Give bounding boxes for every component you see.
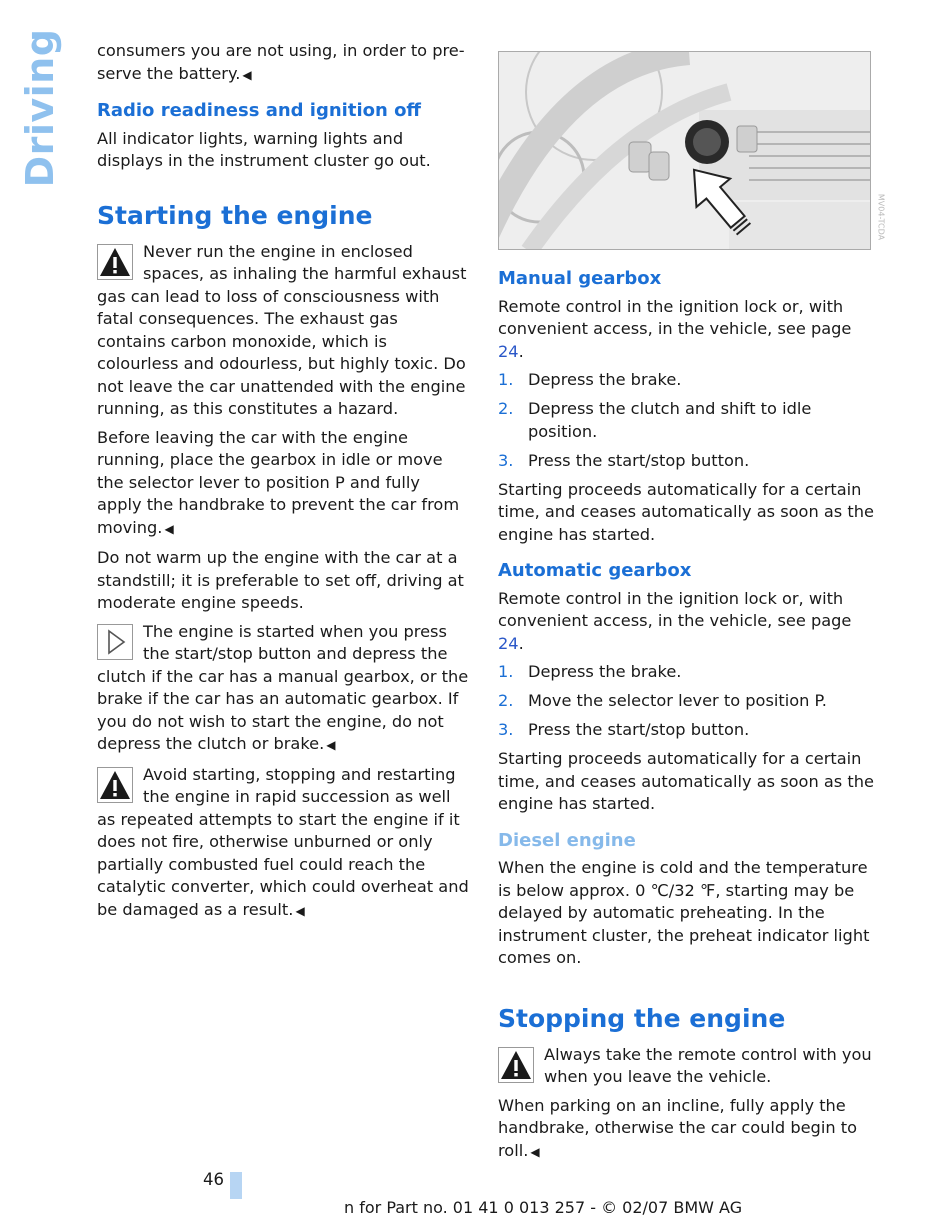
list-item (498, 719, 874, 742)
end-mark-icon: ◀ (530, 1144, 540, 1159)
warning2 (97, 764, 469, 923)
stop-warning-cont (498, 1095, 874, 1164)
manual-after: Starting proceeds automatically for a certain time, and ceases automatically as soon as the engine has started. (498, 479, 874, 544)
intro-text: consumers you are not using, in order to preserve the battery. (97, 41, 465, 83)
step-number: 2. (498, 399, 514, 418)
step-number: 1. (498, 662, 514, 681)
manual-gearbox-heading: Manual gearbox (498, 268, 662, 289)
end-mark-icon: ◀ (164, 521, 174, 536)
page-marker-bar (230, 1172, 242, 1199)
intro-paragraph (97, 40, 469, 86)
diesel-text: When the engine is cold and the temperature is below approx. 0 ℃/32 ℉, starting may be delayed by automatic preheating. In the instrument cluster, the preheat indicator light comes on. (498, 858, 870, 967)
photo-code (871, 185, 891, 249)
page-number: 46 (203, 1170, 224, 1189)
step-text: Depress the clutch and shift to idle position. (528, 399, 812, 441)
warning-notice-remote (498, 1044, 874, 1164)
left-column (97, 40, 469, 929)
step-text: Press the start/stop button. (528, 450, 750, 470)
warning-notice-exhaust (97, 241, 469, 541)
warning-triangle-icon (97, 244, 133, 280)
step-text: Move the selector lever to position P. (528, 691, 827, 710)
auto-after: Starting proceeds automatically for a certain time, and ceases automatically as soon as the engine has started. (498, 749, 874, 813)
warning1-text: Never run the engine in enclosed spaces, as inhaling the harmful exhaust gas can lead to loss of consciousness with fatal consequences. The exhaust gas contains carbon monoxide, which is colourless and odourless, but highly toxic. Do not leave the car unattended with the engine running, as this constitutes a hazard. (97, 241, 467, 418)
list-item (498, 398, 874, 443)
warning2-text: Avoid starting, stopping and restarting the engine in rapid succession as well as repeated attempts to start the engine if it does not fire, otherwise unburned or only partially combusted fuel could reach the catalytic converter, which could overheat and be damaged as a result. (97, 764, 469, 919)
list-item (498, 690, 874, 713)
warning-notice-restart (97, 764, 469, 923)
end-mark-icon: ◀ (242, 67, 252, 82)
footer-text: n for Part no. 01 41 0 013 257 - © 02/07 BMW AG (344, 1198, 743, 1217)
warning1-cont-text: Before leaving the car with the engine running, place the gearbox in idle or move the selector lever to position P and fully apply the handbrake to prevent the car from moving. (97, 427, 460, 537)
radio-heading: Radio readiness and ignition off (97, 100, 422, 121)
step-number: 2. (498, 691, 514, 710)
page-link[interactable]: 24 (498, 341, 519, 361)
warm-up-text: Do not warm up the engine with the car at a standstill; it is preferable to set off, driving at moderate engine speeds. (97, 548, 464, 612)
end-mark-icon: ◀ (295, 903, 305, 918)
warning-triangle-icon (498, 1047, 534, 1083)
manual-intro-text: Remote control in the ignition lock or, with convenient access, in the vehicle, see page (498, 296, 852, 338)
warning1-cont (97, 427, 469, 541)
list-item (498, 369, 874, 392)
step-number: 3. (498, 720, 514, 739)
side-tab-label: Driving (18, 28, 62, 188)
step-text: Press the start/stop button. (528, 720, 750, 739)
note-notice-start (97, 621, 469, 757)
note1-text: The engine is started when you press the start/stop button and depress the clutch if the car has a manual gearbox, or the brake if the car has an automatic gearbox. If you do not wish to start the engine, do not depress the clutch or brake. (97, 621, 469, 753)
list-item (498, 450, 874, 473)
list-item (498, 661, 874, 684)
photo-code-text: MV04-TCDA (876, 193, 886, 241)
end-mark-icon: ◀ (326, 738, 336, 752)
auto-intro-text: Remote control in the ignition lock or, with convenient access, in the vehicle, see page (498, 588, 852, 630)
manual-steps (498, 369, 874, 472)
note1 (97, 621, 469, 757)
starting-heading: Starting the engine (97, 200, 373, 230)
side-tab (18, 28, 62, 188)
diesel-engine-heading: Diesel engine (498, 829, 636, 851)
auto-intro: Remote control in the ignition lock or, with convenient access, in the vehicle, see page 24. (498, 588, 852, 653)
warning-triangle-icon (97, 767, 133, 803)
auto-steps (498, 661, 874, 742)
step-number: 1. (498, 370, 514, 389)
step-text: Depress the brake. (528, 662, 682, 681)
start-stop-button-photo (498, 51, 871, 250)
automatic-gearbox-heading: Automatic gearbox (498, 560, 692, 581)
stop-warning-cont-text: When parking on an incline, fully apply the handbrake, otherwise the car could begin to roll. (498, 1095, 857, 1160)
note-arrow-icon (97, 624, 133, 660)
manual-intro: Remote control in the ignition lock or, with convenient access, in the vehicle, see page 24. (498, 296, 852, 361)
step-number: 3. (498, 450, 514, 470)
step-text: Depress the brake. (528, 370, 682, 389)
stopping-heading: Stopping the engine (498, 1003, 786, 1033)
stop-warning-text: Always take the remote control with you when you leave the vehicle. (544, 1044, 872, 1086)
right-column (498, 268, 874, 1170)
radio-text: All indicator lights, warning lights and displays in the instrument cluster go out. (97, 128, 431, 170)
page-link[interactable]: 24 (498, 633, 519, 653)
